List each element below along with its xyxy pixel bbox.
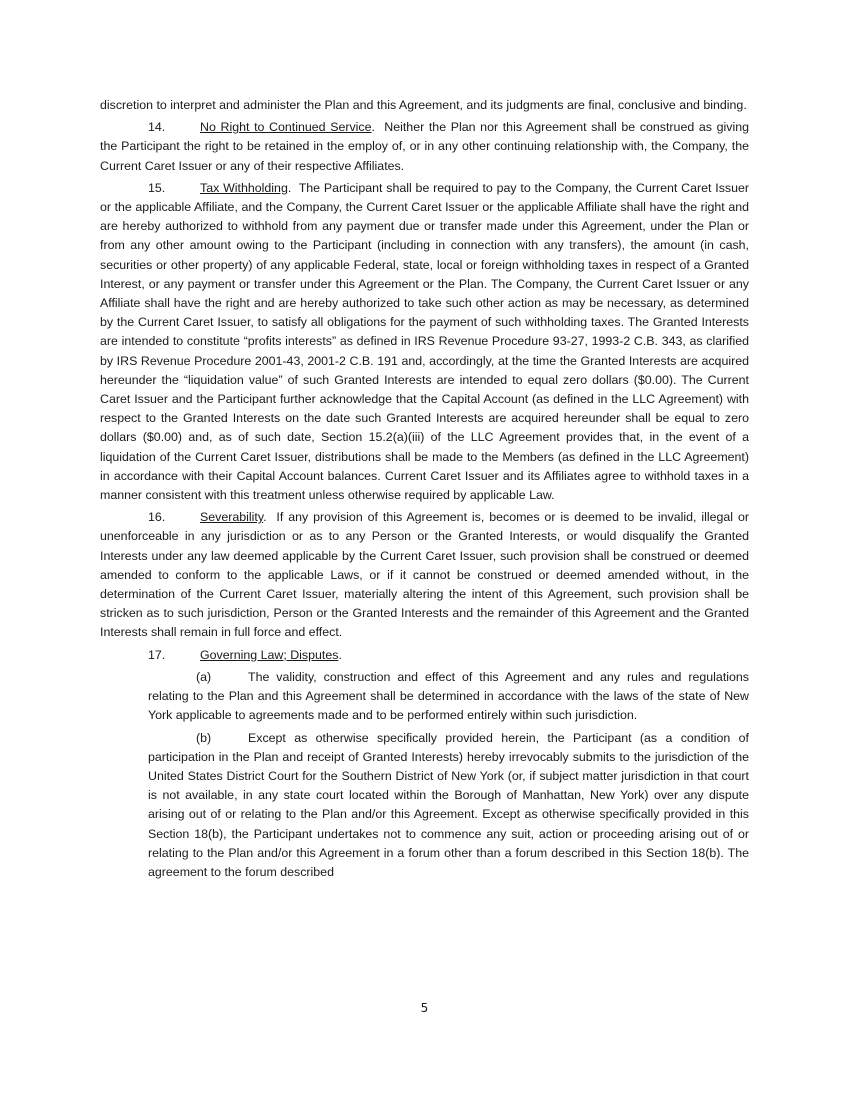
subsection-a-paragraph <box>148 668 749 726</box>
continuation-paragraph: discretion to interpret and administer the Plan and this Agreement, and its judgments are final, conclusive and binding. <box>100 98 747 112</box>
page-number: 5 <box>420 1001 429 1015</box>
subsection-b-label: (b) <box>196 730 212 745</box>
section-16-heading: Severability <box>200 510 264 525</box>
section-16-text: If any provision of this Agreement is, becomes or is deemed to be invalid, illegal or unenforceable in any jurisdiction or as to any Person or the Granted Interests, or would disqualify the Granted Interests under any law deemed applicable by the Current Caret Issuer, such provision shall be construed or deemed amended to conform to the applicable Laws, or if it cannot be construed or deemed amended without, in the determination of the Current Caret Issuer, materially altering the intent of this Agreement, such provision shall be stricken as to such jurisdiction, Person or the Granted Interests and the remainder of this Agreement and the Granted Interests shall remain in full force and effect. <box>100 510 749 640</box>
subsection-a-label: (a) <box>196 669 212 684</box>
section-16-paragraph: 16. Severability. If any provision of this Agreement is, becomes or is deemed to be invalid, illegal or unenforceable in any jurisdiction or as to any Person or the Granted Interests, or would disqualify the Granted Interests under any law deemed applicable by the Current Caret Issuer, such provision shall be construed or deemed amended to conform to the applicable Laws, or if it cannot be construed or deemed amended without, in the determination of the Current Caret Issuer, materially altering the intent of this Agreement, such provision shall be stricken as to such jurisdiction, Person or the Granted Interests and the remainder of this Agreement and the Granted Interests shall remain in full force and effect. <box>100 510 749 640</box>
section-14-text: Neither the Plan nor this Agreement shall be construed as giving the Participant the right to be retained in the employ of, or in any other continuing relationship with, the Company, the Current Caret Issuer or any of their respective Affiliates. <box>100 120 749 173</box>
document-page <box>100 96 749 885</box>
section-17-paragraph: 17. Governing Law; Disputes. <box>100 646 749 665</box>
section-17-heading: Governing Law; Disputes <box>200 647 339 662</box>
subsection-a-text: The validity, construction and effect of this Agreement and any rules and regulations relating to the Plan and this Agreement shall be determined in accordance with the laws of the state of New York applicable to agreements made and to be performed entirely within such jurisdiction. <box>148 669 749 723</box>
section-17-number: 17. <box>148 647 166 662</box>
section-16-number: 16. <box>148 510 166 525</box>
section-14-number: 14. <box>148 120 166 135</box>
subsection-b-text: Except as otherwise specifically provided herein, the Participant (as a condition of participation in the Plan and receipt of Granted Interests) hereby irrevocably submits to the jurisdiction of the United States District Court for the Southern District of New York (or, if subject matter jurisdiction in that court is not available, in any state court located within the Borough of Manhattan, New York) over any dispute arising out of or relating to the Plan and/or this Agreement. Except as otherwise specifically provided in this Section 18(b), the Participant undertakes not to commence any suit, action or proceeding arising out of or relating to the Plan and/or this Agreement in a forum other than a forum described in this Section 18(b). The agreement to the forum described <box>148 730 749 879</box>
section-15-number: 15. <box>148 180 166 195</box>
section-15-text: The Participant shall be required to pay to the Company, the Current Caret Issuer or the applicable Affiliate, and the Company, the Current Caret Issuer or the applicable Affiliate shall have the right and are hereby authorized to withhold from any payment due or transfer made under this Agreement, under the Plan or from any other amount owing to the Participant (including in connection with any transfers), the amount (in cash, securities or other property) of any applicable Federal, state, local or foreign withholding taxes in respect of a Granted Interest, or any payment or transfer under this Agreement or the Plan. The Company, the Current Caret Issuer or any Affiliate shall have the right and are hereby authorized to take such other action as may be necessary, as determined by the Current Caret Issuer, to satisfy all obligations for the payment of such withholding taxes. The Granted Interests are intended to constitute “profits interests” as defined in IRS Revenue Procedure 93-27, 1993-2 C.B. 343, as clarified by IRS Revenue Procedure 2001-43, 2001-2 C.B. 191 and, accordingly, at the time the Granted Interests are acquired hereunder the “liquidation value” of such Granted Interests are intended to equal zero dollars ($0.00). The Current Caret Issuer and the Participant further acknowledge that the Capital Account (as defined in the LLC Agreement) with respect to the Granted Interests on the date such Granted Interests are acquired hereunder shall be equal to zero dollars ($0.00) and, as of such date, Section 15.2(a)(iii) of the LLC Agreement provides that, in the event of a liquidation of the Current Caret Issuer, distributions shall be made to the Members (as defined in the LLC Agreement) in accordance with their Capital Account balances. Current Caret Issuer and its Affiliates agree to withhold taxes in a manner consistent with this treatment unless otherwise required by applicable Law. <box>100 180 750 503</box>
subsection-b-paragraph <box>148 729 749 883</box>
section-15-heading: Tax Withholding <box>200 180 288 195</box>
section-15-paragraph: 15. Tax Withholding. The Participant shall be required to pay to the Company, the Current Caret Issuer or the applicable Affiliate, and the Company, the Current Caret Issuer or the applicable Affiliate shall have the right and are hereby authorized to withhold from any payment due or transfer made under this Agreement, under the Plan or from any other amount owing to the Participant (including in connection with any transfers), the amount (in cash, securities or other property) of any applicable Federal, state, local or foreign withholding taxes in respect of a Granted Interest, or any payment or transfer under this Agreement or the Plan. The Company, the Current Caret Issuer or any Affiliate shall have the right and are hereby authorized to take such other action as may be necessary, as determined by the Current Caret Issuer, to satisfy all obligations for the payment of such withholding taxes. The Granted Interests are intended to constitute “profits interests” as defined in IRS Revenue Procedure 93-27, 1993-2 C.B. 343, as clarified by IRS Revenue Procedure 2001-43, 2001-2 C.B. 191 and, accordingly, at the time the Granted Interests are acquired hereunder the “liquidation value” of such Granted Interests are intended to equal zero dollars ($0.00). The Current Caret Issuer and the Participant further acknowledge that the Capital Account (as defined in the LLC Agreement) with respect to the Granted Interests on the date such Granted Interests are acquired hereunder shall be equal to zero dollars ($0.00) and, as of such date, Section 15.2(a)(iii) of the LLC Agreement provides that, in the event of a liquidation of the Current Caret Issuer, distributions shall be made to the Members (as defined in the LLC Agreement) in accordance with their Capital Account balances. Current Caret Issuer and its Affiliates agree to withhold taxes in a manner consistent with this treatment unless otherwise required by applicable Law. <box>100 180 750 503</box>
section-14-paragraph: 14. No Right to Continued Service. Neither the Plan nor this Agreement shall be construed as giving the Participant the right to be retained in the employ of, or in any other continuing relationship with, the Company, the Current Caret Issuer or any of their respective Affiliates. <box>100 120 749 173</box>
section-14-heading: No Right to Continued Service <box>200 120 372 135</box>
